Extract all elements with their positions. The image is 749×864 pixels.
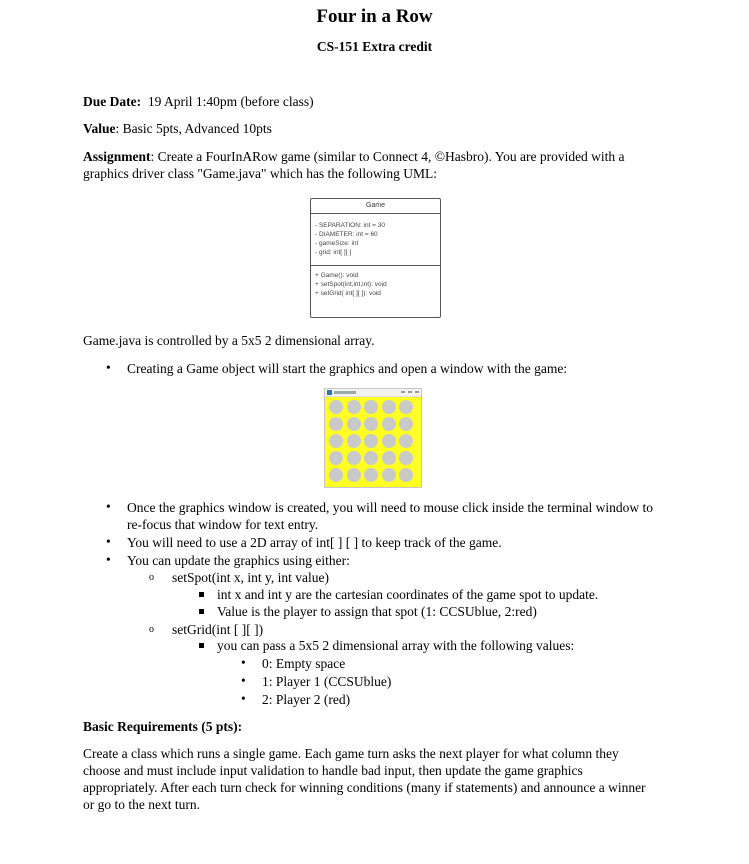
board-spot [364,451,378,465]
board-spot [364,400,378,414]
uml-field: - gameSize: int [315,240,359,247]
board-spot [329,451,343,465]
setspot-coordinates: int x and int y are the cartesian coordinates of the game spot to update. [217,587,599,602]
uml-method: + setSpot(int,int,int): void [315,281,387,288]
board-spot [399,417,413,431]
board-spot [382,400,396,414]
circle-bullet-icon: o [149,624,154,635]
value-label: Value [83,121,116,136]
basic-requirements-line3: appropriately. After each turn check for winning conditions (many if statements) and announce a winner [83,780,646,795]
square-bullet-icon [199,609,204,614]
close-icon [415,391,419,393]
bullet-refocus-line1: Once the graphics window is created, you will need to mouse click inside the terminal window to [127,500,653,515]
square-bullet-icon [199,643,204,648]
uml-field: - SEPARATION: int = 30 [315,222,386,229]
basic-requirements-line4: or go to the next turn. [83,797,200,812]
board-spot [347,434,361,448]
value-text: : Basic 5pts, Advanced 10pts [115,121,272,136]
assignment-label: Assignment [83,149,151,164]
bullet-refocus-line2: re-focus that window for text entry. [127,517,319,532]
bullet-icon: • [241,691,246,706]
uml-class-name: Game [311,199,440,214]
setspot-value: Value is the player to assign that spot (1: CCSUblue, 2:red) [217,604,537,619]
board-spot [347,400,361,414]
uml-diagram [310,198,441,318]
board-spot [347,468,361,482]
uml-method: + Game(): void [315,272,359,279]
due-date-value: 19 April 1:40pm (before class) [147,94,314,109]
bullet-creating-game: Creating a Game object will start the graphics and open a window with the game: [127,361,568,376]
board-spot [399,468,413,482]
basic-requirements-line2: choose and must include input validation to handle bad input, then update the game graphics [83,763,583,778]
value-empty: 0: Empty space [262,656,346,671]
board-spot [329,417,343,431]
basic-requirements-heading: Basic Requirements (5 pts): [83,719,243,734]
assignment-line2: graphics driver class "Game.java" which has the following UML: [83,166,438,181]
board-spot [329,400,343,414]
square-bullet-icon [199,592,204,597]
board-spot [364,468,378,482]
board-spot [382,451,396,465]
uml-field: - grid: int[ ][ ] [315,249,352,256]
board-spot [382,468,396,482]
window-title-placeholder [334,391,356,394]
java-icon [327,390,332,395]
assignment-line1 [83,148,625,165]
bullet-icon: • [106,534,111,549]
board-spot [364,434,378,448]
game-window-titlebar [325,389,421,397]
bullet-icon: • [106,360,111,375]
board-spot [382,417,396,431]
bullet-icon: • [241,673,246,688]
bullet-icon: • [106,552,111,567]
setspot-method: setSpot(int x, int y, int value) [172,570,329,585]
setgrid-method: setGrid(int [ ][ ]) [172,622,264,637]
page-title: Four in a Row [316,6,433,27]
uml-fields [311,214,440,266]
uml-field: - DIAMETER: int = 60 [315,231,378,238]
bullet-2d-array: You will need to use a 2D array of int[ ] [ ] to keep track of the game. [127,535,502,550]
board-spot [329,434,343,448]
value-player2: 2: Player 2 (red) [262,692,351,707]
bullet-icon: • [241,655,246,670]
circle-bullet-icon: o [149,572,154,583]
board-spot [329,468,343,482]
game-window-image [324,388,422,488]
maximize-icon [408,391,412,393]
board-spot [399,451,413,465]
bullet-update-graphics: You can update the graphics using either: [127,553,350,568]
board-spot [347,417,361,431]
board-spot [347,451,361,465]
value-player1: 1: Player 1 (CCSUblue) [262,674,392,689]
due-date [83,93,314,110]
uml-method: + setGrid( int[ ][ ]): void [315,290,381,297]
board-spot [364,417,378,431]
bullet-icon: • [106,499,111,514]
board-spot [399,434,413,448]
due-date-label: Due Date: [83,94,142,109]
value-line [83,120,272,137]
basic-requirements-line1: Create a class which runs a single game. Each game turn asks the next player for what column they [83,746,619,761]
minimize-icon [401,391,405,393]
uml-methods [311,266,440,298]
setgrid-description: you can pass a 5x5 2 dimensional array with the following values: [217,638,575,653]
board-spot [399,400,413,414]
board-spot [382,434,396,448]
page-subtitle: CS-151 Extra credit [316,39,433,54]
intro-text: Game.java is controlled by a 5x5 2 dimensional array. [83,333,375,348]
assignment-text1: : Create a FourInARow game (similar to Connect 4, ©Hasbro). You are provided with a [150,149,625,164]
